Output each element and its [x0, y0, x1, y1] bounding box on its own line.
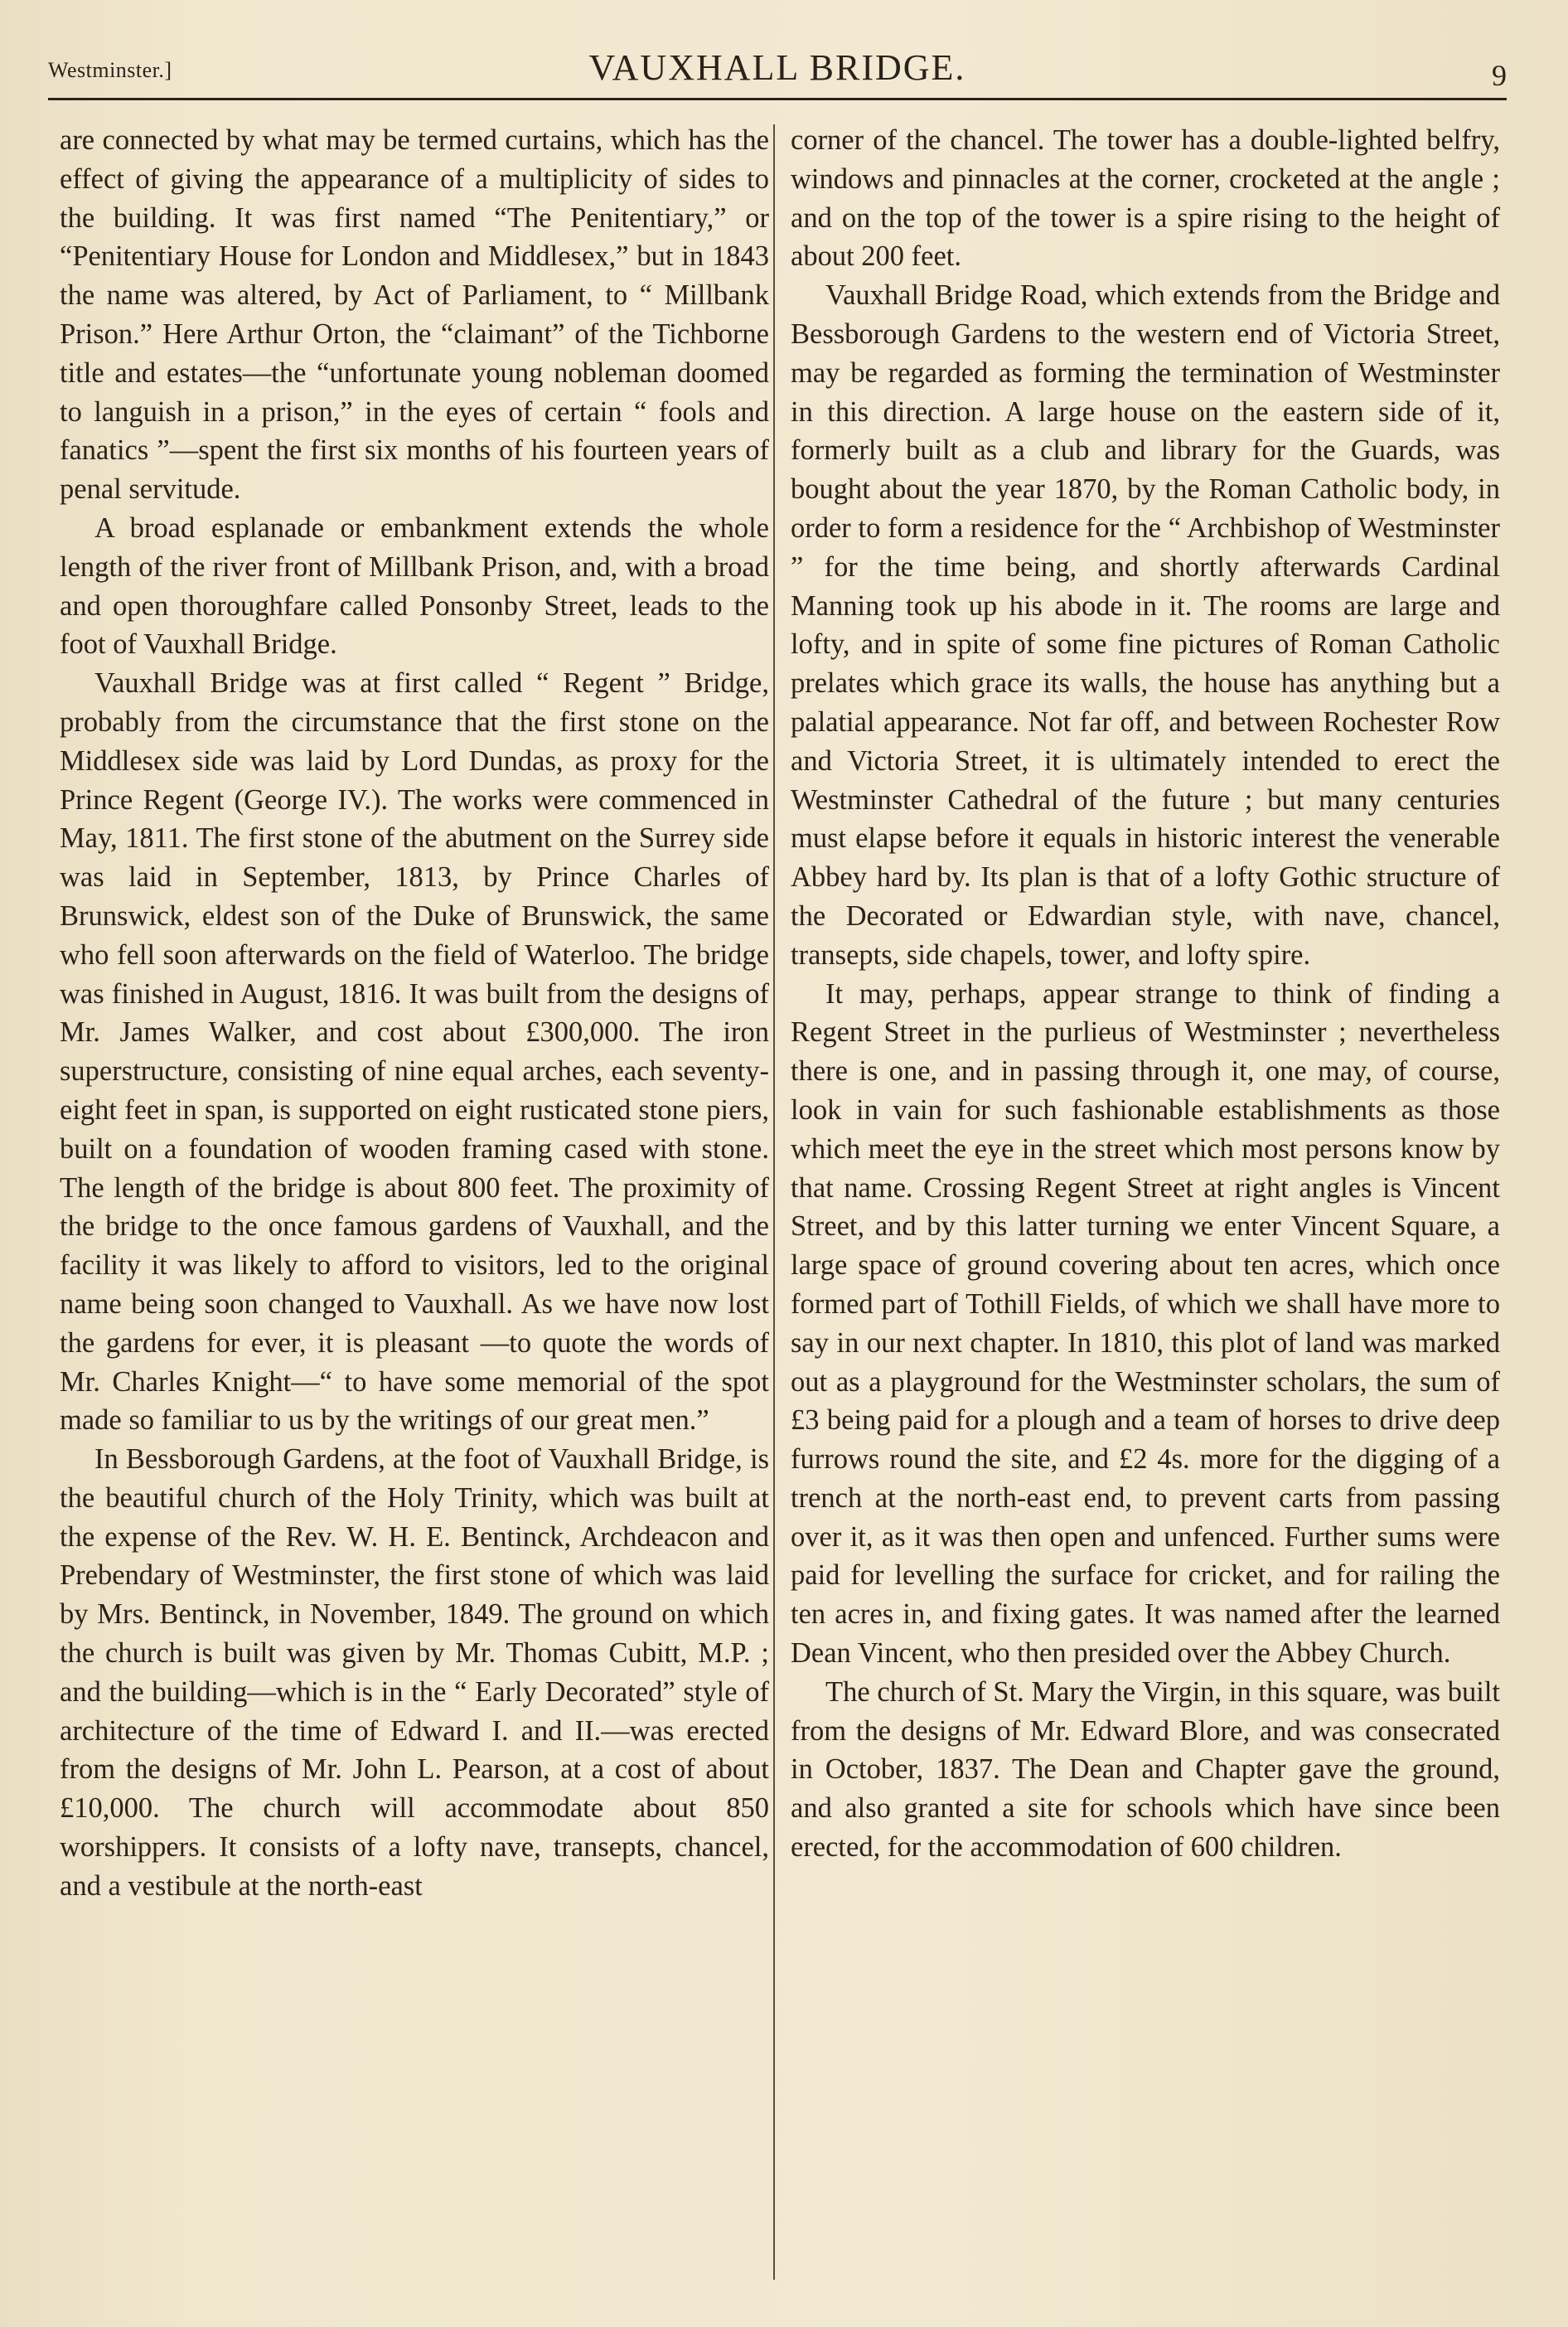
column-divider	[773, 124, 775, 2280]
paragraph: In Bessborough Gardens, at the foot of Vauxhall Bridge, is the beautiful church of the Holy Trinity, which was built at the expense of the Rev. W. H. E. Bentinck, Archdeacon and Prebendary of Westminster, the first stone of which was laid by Mrs. Bentinck, in November, 1849. The ground on which the church is built was given by Mr. Thomas Cubitt, M.P. ; and the building—which is in the “ Early Decorated” style of architecture of the time of Edward I. and II.—was erected from the designs of Mr. John L. Pearson, at a cost of about £10,000. The church will accommodate about 850 worshippers. It consists of a lofty nave, transepts, chancel, and a vestibule at the north-east	[60, 1443, 769, 1902]
paragraph: Vauxhall Bridge was at first called “ Regent ” Bridge, probably from the circumstance that the first stone on the Middlesex side was laid by Lord Dundas, as proxy for the Prince Regent (George IV.). The works were commenced in May, 1811. The first stone of the abutment on the Surrey side was laid in September, 1813, by Prince Charles of Brunswick, eldest son of the Duke of Brunswick, the same who fell soon afterwards on the field of Waterloo. The bridge was finished in August, 1816. It was built from the designs of Mr. James Walker, and cost about £300,000. The iron superstructure, consisting of nine equal arches, each seventy-eight feet in span, is supported on eight rusticated stone piers, built on a foundation of wooden framing cased with stone. The length of the bridge is about 800 feet. The proximity of the bridge to the once famous gardens of Vauxhall, and the facility it was likely to afford to visitors, led to the original name being soon changed to Vauxhall. As we have now lost the gardens for ever, it is pleasant —to quote the words of Mr. Charles Knight—“ to have some memorial of the spot made so familiar to us by the writings of our great men.”	[60, 667, 769, 1437]
paragraph: are connected by what may be termed curtains, which has the effect of giving the appearance of a multiplicity of sides to the building. It was first named “The Penitentiary,” or “Penitentiary House for London and Middlesex,” but in 1843 the name was altered, by Act of Parliament, to “ Millbank Prison.” Here Arthur Orton, the “claimant” of the Tichborne title and estates—the “unfortunate young nobleman doomed to languish in a prison,” in the eyes of certain “ fools and fanatics ”—spent the first six months of his fourteen years of penal servitude.	[60, 124, 769, 506]
right-column	[791, 121, 1500, 1867]
paragraph: The church of St. Mary the Virgin, in this square, was built from the designs of Mr. Edward Blore, and was consecrated in October, 1837. The Dean and Chapter gave the ground, and also granted a site for schools which have since been erected, for the accommodation of 600 children.	[791, 1675, 1500, 1864]
running-head	[48, 40, 1507, 98]
page-number: 9	[1492, 59, 1507, 92]
left-column	[60, 121, 769, 1906]
paragraph: Vauxhall Bridge Road, which extends from the Bridge and Bessborough Gardens to the western end of Victoria Street, may be regarded as forming the termination of Westminster in this direction. A large house on the eastern side of it, formerly built as a club and library for the Guards, was bought about the year 1870, by the Roman Catholic body, in order to form a residence for the “ Archbishop of Westminster ” for the time being, and shortly afterwards Cardinal Manning took up his abode in it. The rooms are large and lofty, and in spite of some fine pictures of Roman Catholic prelates which grace its walls, the house has anything but a palatial appearance. Not far off, and between Rochester Row and Victoria Street, it is ultimately intended to erect the Westminster Cathedral of the future ; but many centuries must elapse before it equals in historic interest the venerable Abbey hard by. Its plan is that of a lofty Gothic structure of the Decorated or Edwardian style, with nave, chancel, transepts, side chapels, tower, and lofty spire.	[791, 279, 1500, 971]
header-rule	[48, 98, 1507, 100]
section-label: Westminster.]	[48, 58, 172, 82]
paragraph: A broad esplanade or embankment extends the whole length of the river front of Millbank Prison, and, with a broad and open thoroughfare called Ponsonby Street, leads to the foot of Vauxhall Bridge.	[60, 511, 769, 661]
paragraph: It may, perhaps, appear strange to think of finding a Regent Street in the purlieus of Westminster ; nevertheless there is one, and in passing through it, one may, of course, look in vain for such fashionable establishments as those which meet the eye in the street which most persons know by that name. Crossing Regent Street at right angles is Vincent Street, and by this latter turning we enter Vincent Square, a large space of ground covering about ten acres, which once formed part of Tothill Fields, of which we shall have more to say in our next chapter. In 1810, this plot of land was marked out as a playground for the Westminster scholars, the sum of £3 being paid for a plough and a team of horses to drive deep furrows round the site, and £2 4s. more for the digging of a trench at the north-east end, to prevent carts from passing over it, as it was then open and unfenced. Further sums were paid for levelling the surface for cricket, and for railing the ten acres in, and fixing gates. It was named after the learned Dean Vincent, who then presided over the Abbey Church.	[791, 977, 1500, 1670]
page-title: VAUXHALL BRIDGE.	[588, 47, 966, 88]
paragraph: corner of the chancel. The tower has a double-lighted belfry, windows and pinnacles at the corner, crocketed at the angle ; and on the top of the tower is a spire rising to the height of about 200 feet.	[791, 124, 1500, 273]
